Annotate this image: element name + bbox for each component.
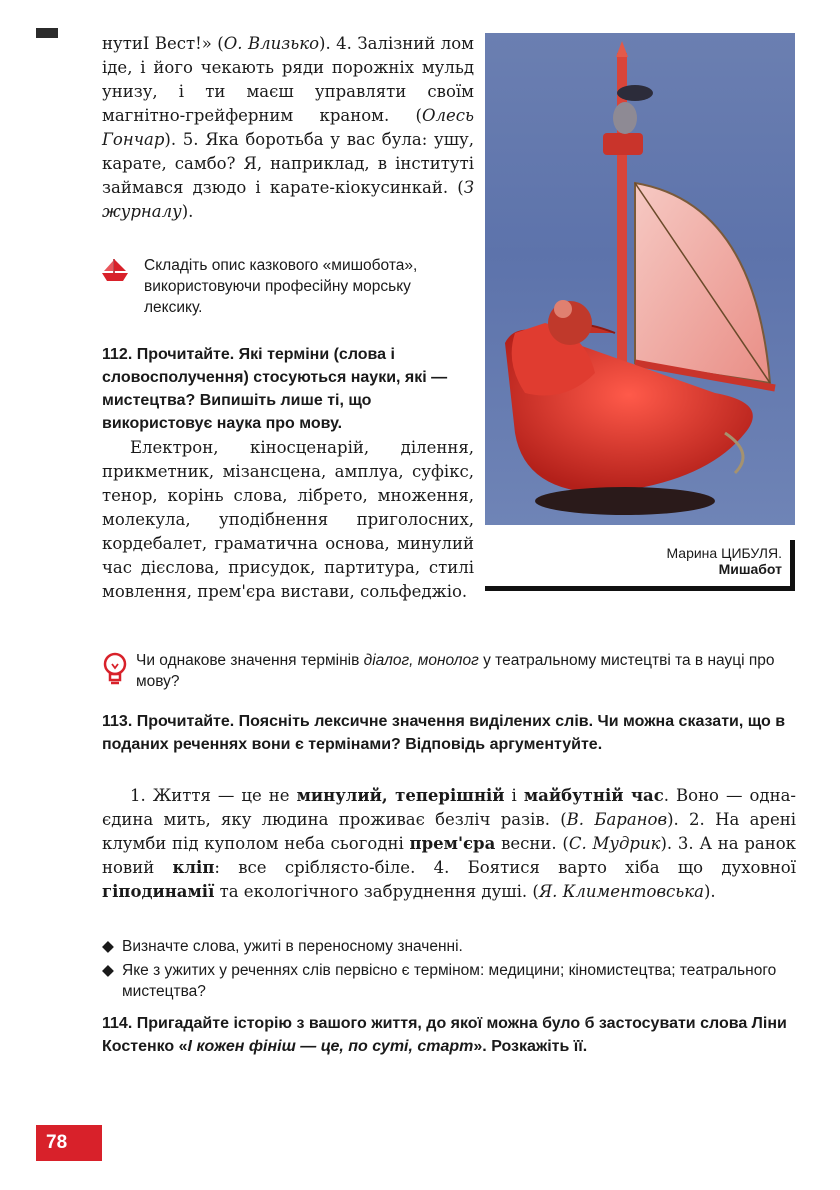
exercise-113-tasks	[102, 936, 796, 1005]
exercise-113-sentences	[102, 784, 796, 904]
mouseboat-illustration	[485, 33, 795, 525]
sent-part: : все сріблясто-біле. 4. Боятися варто хіба що духовної	[214, 858, 796, 877]
exercise-113-heading: 113. Прочитайте. Поясніть лексичне значення виділених слів. Чи можна сказати, що в поданих реченнях вони є термінами? Відповідь аргументуйте.	[102, 713, 786, 753]
highlight-term: минулий, теперішній	[296, 786, 505, 805]
caption-author: Марина ЦИБУЛЯ.	[666, 545, 782, 561]
lightbulb-icon	[102, 652, 128, 686]
exercise-114-heading	[102, 1012, 796, 1058]
sent-part: 1. Життя — це не	[130, 786, 297, 805]
sent-part: ). 2. На арені клумби під куполом неба сьогодні	[102, 810, 797, 853]
bullet-text: Визначте слова, ужиті в переносному значенні.	[122, 938, 463, 955]
task-text: Складіть опис казкового «мишобота», використовуючи професійну морську лексику.	[144, 257, 418, 316]
question-terms: діалог, монолог	[363, 652, 479, 669]
ex114-part-1: 114. Пригадайте історію з вашого життя, до якої можна було б застосувати слова Ліни Костенко «	[102, 1015, 787, 1055]
highlight-term: прем'єра	[409, 834, 496, 853]
highlight-term: майбутній час	[523, 786, 664, 805]
diamond-bullet-icon: ◆	[102, 938, 114, 955]
photo-caption	[485, 540, 795, 591]
source-baranov: В. Баранов	[566, 810, 668, 829]
caption-title: Мишабот	[718, 561, 782, 577]
intro-text-3: ). 5. Яка боротьба у вас була: ушу, карате, самбо? Я, наприклад, в інституті займався дзюдо і карате-кіокусинкай. (	[102, 130, 474, 197]
term-list: Електрон, кіносценарій, ділення, прикметник, мізансцена, амплуа, суфікс, тенор, корінь слова, лібрето, множення, молекула, уподібнення приголосних, кордебалет, граматична основа, минулий час дієслова, присудок, партитура, стилі мовлення, прем'єра вистави, сольфеджіо.	[102, 438, 474, 601]
highlight-term: кліп	[172, 858, 215, 877]
red-ship-icon	[98, 257, 132, 283]
sent-part: ).	[703, 882, 716, 901]
mouseboat-photo	[485, 33, 795, 525]
sent-part: і	[504, 786, 524, 805]
page-number: 78	[36, 1125, 102, 1161]
diamond-bullet-icon: ◆	[102, 962, 114, 979]
intro-text-4: ).	[181, 202, 194, 221]
sent-part: . Воно — одна-єдина мить, яку людина проживає безліч разів. (	[102, 786, 796, 829]
intro-paragraph	[102, 32, 474, 224]
exercise-112-heading: 112. Прочитайте. Які терміни (слова і словосполучення) стосуються науки, які — мистецтва? Випишіть лише ті, що використовує наука про мову.	[102, 346, 448, 432]
corner-mark	[36, 28, 58, 38]
ex114-part-2: ». Розкажіть її.	[473, 1038, 588, 1055]
question-dialog-monolog	[100, 650, 820, 692]
source-klymentovska: Я. Климентовська	[538, 882, 704, 901]
source-vlyzko: О. Влизько	[223, 34, 320, 53]
sent-part: ). 3. А на ранок новий	[102, 834, 796, 877]
intro-text-1: нутиІ Вест!» (	[102, 34, 224, 53]
question-part-2: у театральному мистецтві та в науці про мову?	[136, 652, 775, 690]
question-text	[136, 650, 820, 692]
intro-text-2: ). 4. Залізний лом іде, і його чекають ряди порожніх мульд унизу, і ти маєш управляти своїм магнітно-грейферним краном. (	[102, 34, 474, 125]
source-mudryk: С. Мудрик	[568, 834, 661, 853]
sent-part: та екологічного забруднення душі. (	[214, 882, 539, 901]
bullet-text: Яке з ужитих у реченнях слів первісно є терміном: медицини; кіномистецтва; театрального мистецтва?	[122, 962, 777, 1000]
highlight-term: гіподинамії	[102, 882, 215, 901]
sentences-paragraph	[102, 784, 796, 904]
task-describe-mouseboat	[100, 255, 472, 318]
source-honchar: Олесь Гончар	[102, 106, 474, 149]
sent-part: весни. (	[495, 834, 569, 853]
bullet-task-1	[102, 936, 796, 957]
source-journal: З журналу	[102, 178, 474, 221]
bullet-task-2	[102, 960, 796, 1002]
question-part-1: Чи однакове значення термінів	[136, 652, 364, 669]
kostenko-quote: І кожен фініш — це, по суті, старт	[187, 1038, 474, 1055]
